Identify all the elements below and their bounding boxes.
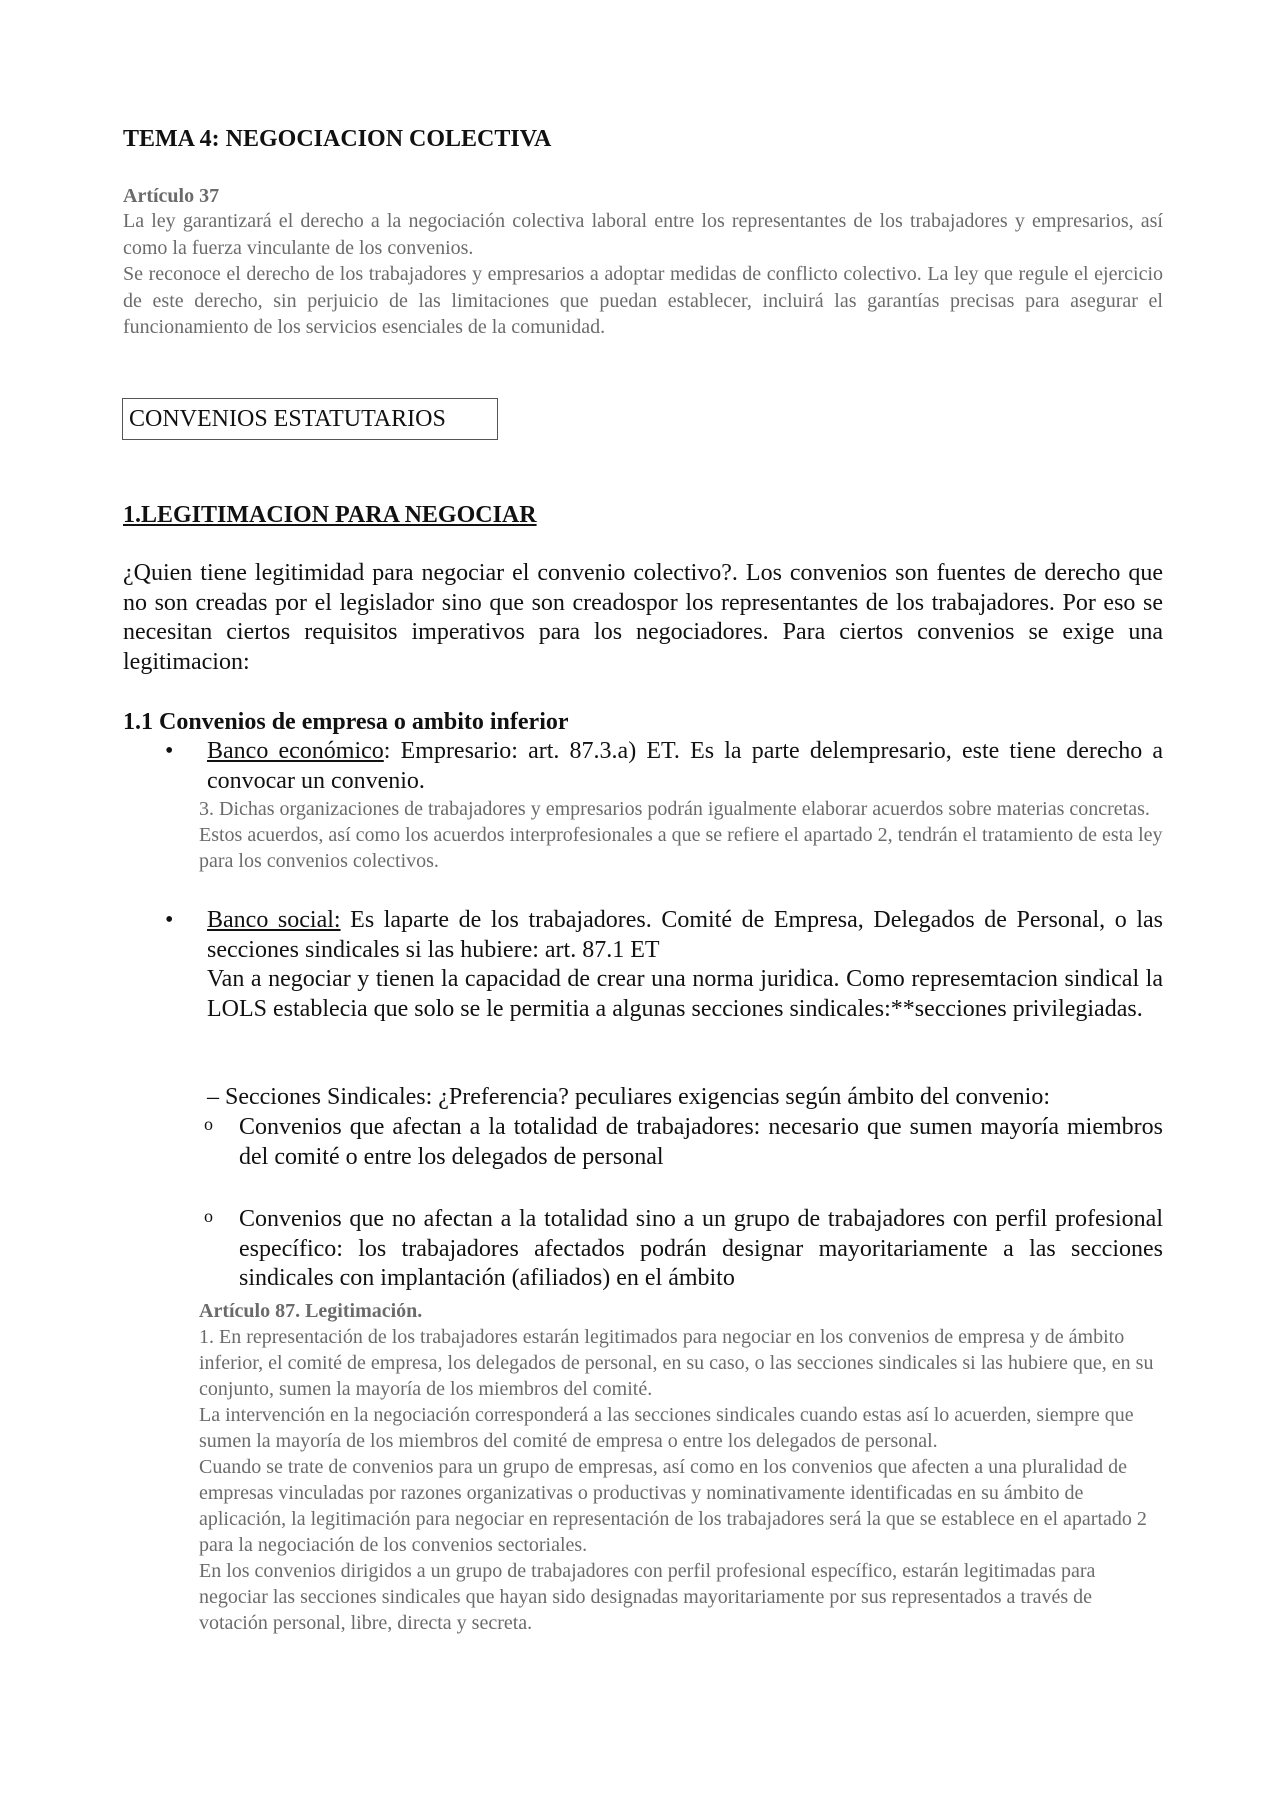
- bullet-icon: •: [165, 907, 174, 933]
- page-title: TEMA 4: NEGOCIACION COLECTIVA: [123, 126, 552, 152]
- banco-social-label: Banco social:: [207, 907, 341, 933]
- banco-economico-label: Banco económico: [207, 738, 384, 764]
- banco-social-text: Es laparte de los trabajadores. Comité de Empresa, Delegados de Personal, o las secciones sindicales si las hubiere: art. 87.1 ET: [207, 907, 1163, 963]
- banco-social-paragraph: Van a negociar y tienen la capacidad de crear una norma juridica. Como represemtacion sindical la LOLS establecia que solo se le permitia a algunas secciones sindicales:**secciones privilegiadas.: [207, 966, 1163, 1022]
- articulo-87-paragraph: En los convenios dirigidos a un grupo de trabajadores con perfil profesional específico, estarán legitimadas para negociar las secciones sindicales que hayan sido designadas mayoritariamente por sus representados a través de votación personal, libre, directa y secreta.: [199, 1560, 1096, 1634]
- articulo-87-paragraph: La intervención en la negociación corresponderá a las secciones sindicales cuando estas así lo acuerden, siempre que sumen la mayoría de los miembros del comité de empresa o entre los delegados de personal.: [199, 1404, 1134, 1452]
- intro-paragraph: ¿Quien tiene legitimidad para negociar el convenio colectivo?. Los convenios son fuentes de derecho que no son creadas por el legislador sino que son creadospor los representantes de los trabajadores. Por eso se necesitan ciertos requisitos imperativos para los negociadores. Para ciertos convenios se exige una legitimacion:: [123, 560, 1163, 675]
- banco-economico-text: : Empresario: art. 87.3.a) ET. Es la parte delempresario, este tiene derecho a convocar un convenio.: [207, 738, 1164, 794]
- bullet-banco-social: [207, 906, 1163, 965]
- subheading-convenios-empresa: 1.1 Convenios de empresa o ambito inferior: [123, 709, 569, 735]
- articulo-87-block: [199, 1298, 1163, 1636]
- articulo-37-paragraph: La ley garantizará el derecho a la negociación colectiva laboral entre los representantes de los trabajadores y empresarios, así como la fuerza vinculante de los convenios.: [123, 210, 1163, 259]
- bullet-banco-economico: [207, 737, 1163, 796]
- bullet-icon: •: [165, 738, 174, 764]
- articulo-87-paragraph: Cuando se trate de convenios para un grupo de empresas, así como en los convenios que afecten a una pluralidad de empresas vinculadas por razones organizativas o productivas y nominativamente identificadas en su ámbito de aplicación, la legitimación para negociar en representación de los trabajadores será la que se establece en el apartado 2 para la negociación de los convenios sectoriales.: [199, 1456, 1147, 1556]
- section-heading-legitimacion: 1.LEGITIMACION PARA NEGOCIAR: [123, 502, 537, 528]
- secciones-sindicales-line: – Secciones Sindicales: ¿Preferencia? peculiares exigencias según ámbito del convenio:: [207, 1084, 1051, 1110]
- articulo-37-heading: Artículo 37: [123, 185, 220, 207]
- articulo-37-paragraph: Se reconoce el derecho de los trabajadores y empresarios a adoptar medidas de conflicto colectivo. La ley que regule el ejercicio de este derecho, sin perjuicio de las limitaciones que puedan establecer, incluirá las garantías precisas para asegurar el funcionamiento de los servicios esenciales de la comunidad.: [123, 263, 1163, 338]
- circle-bullet-icon: o: [204, 1206, 213, 1226]
- sub-bullet-totalidad: Convenios que afectan a la totalidad de trabajadores: necesario que sumen mayoría miembros del comité o entre los delegados de personal: [239, 1114, 1163, 1170]
- articulo-87-heading: Artículo 87. Legitimación.: [199, 1300, 423, 1322]
- articulo-87-3-quote: 3. Dichas organizaciones de trabajadores y empresarios podrán igualmente elaborar acuerdos sobre materias concretas. Estos acuerdos, así como los acuerdos interprofesionales a que se refiere el apartado 2, tendrán el tratamiento de esta ley para los convenios colectivos.: [199, 798, 1163, 872]
- convenios-estatutarios-box: CONVENIOS ESTATUTARIOS: [122, 398, 498, 440]
- circle-bullet-icon: o: [204, 1114, 213, 1134]
- articulo-37-body: [123, 208, 1163, 341]
- articulo-87-paragraph: 1. En representación de los trabajadores estarán legitimados para negociar en los convenios de empresa y de ámbito inferior, el comité de empresa, los delegados de personal, en su caso, o las secciones sindicales si las hubiere que, en su conjunto, sumen la mayoría de los miembros del comité.: [199, 1326, 1154, 1400]
- sub-bullet-grupo: Convenios que no afectan a la totalidad sino a un grupo de trabajadores con perfil profesional específico: los trabajadores afectados podrán designar mayoritariamente a las secciones sindicales con implantación (afiliados) en el ámbito: [239, 1206, 1163, 1291]
